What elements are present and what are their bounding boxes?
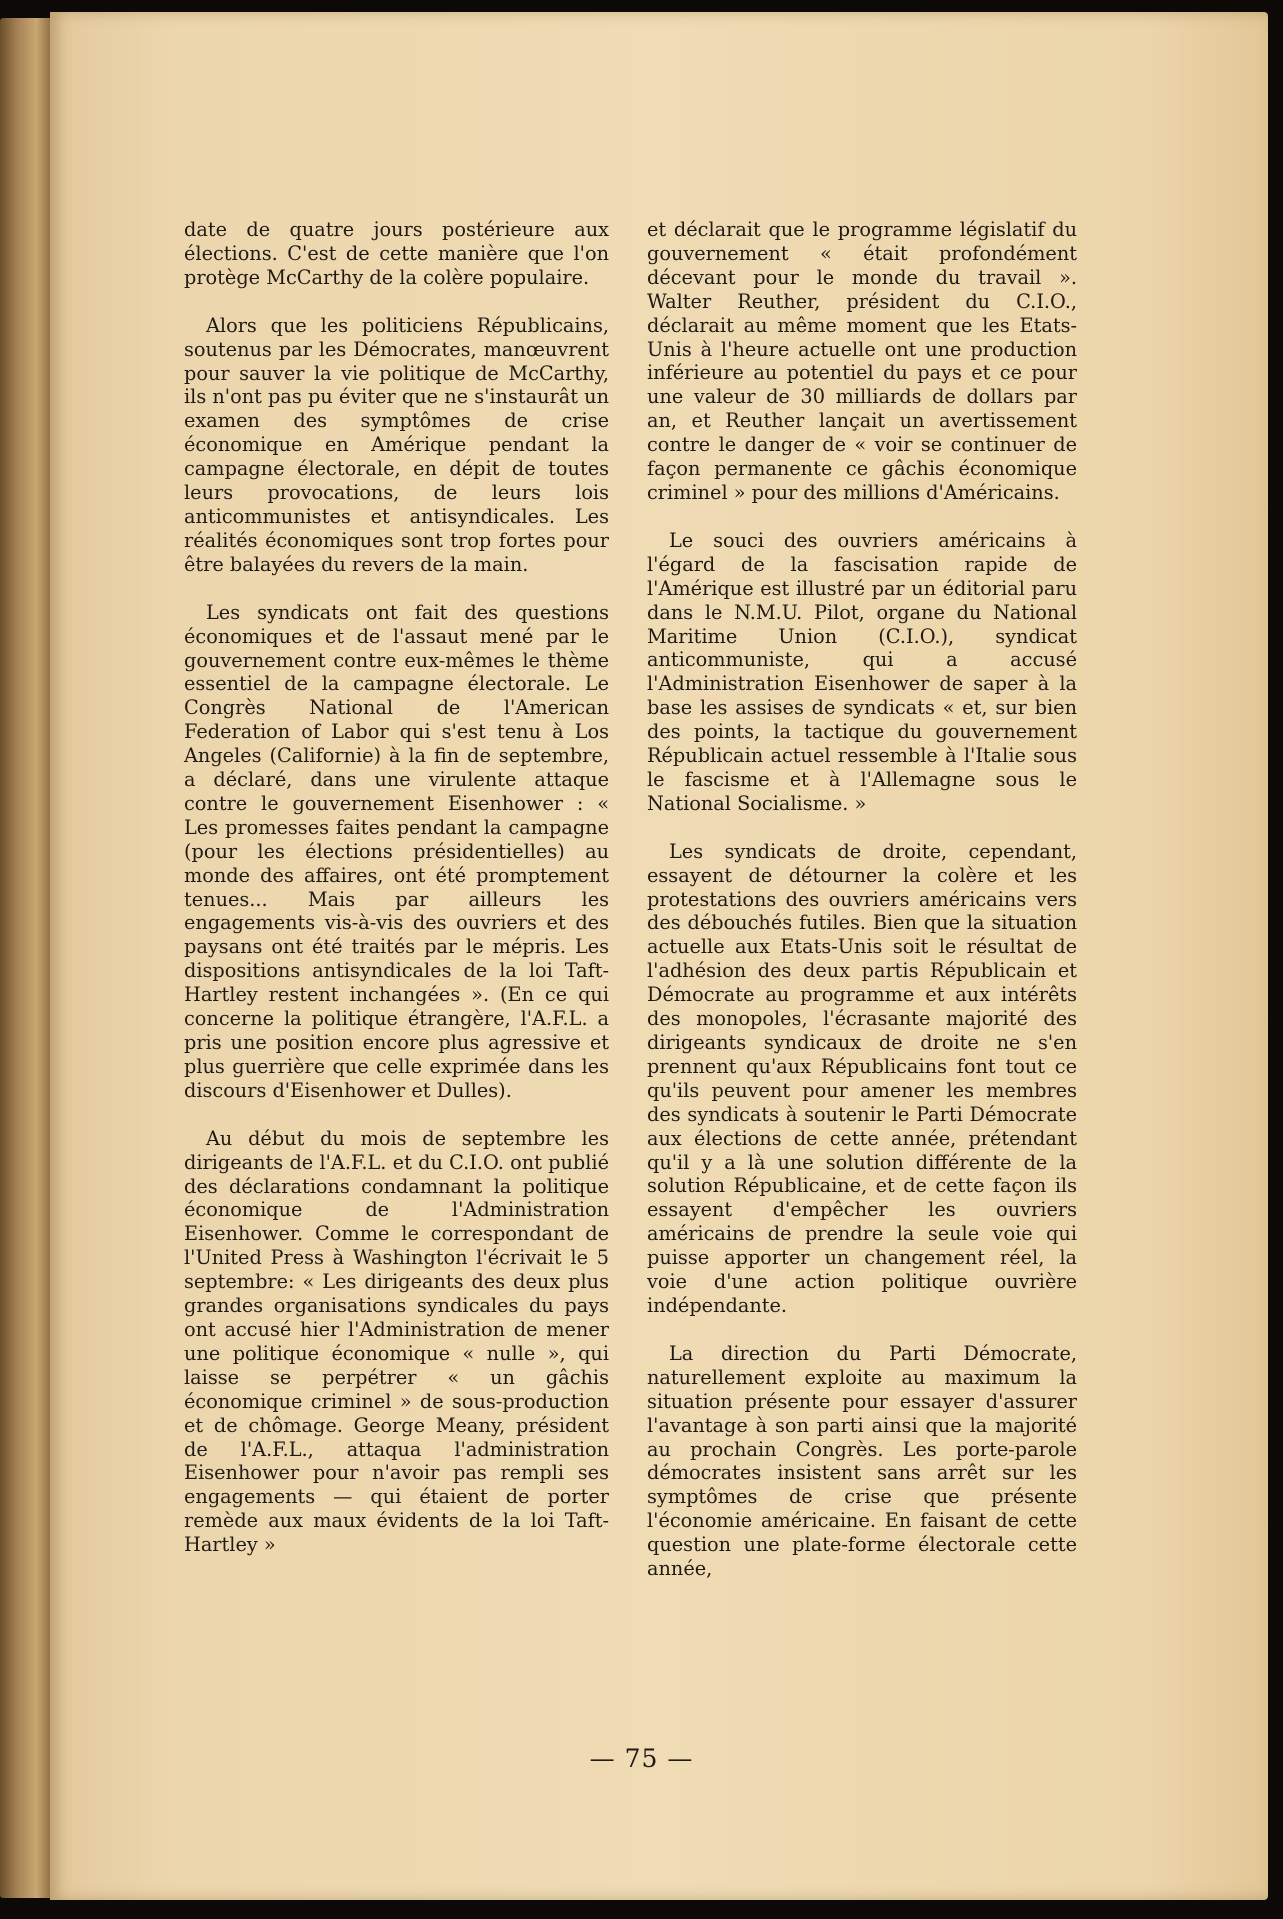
paragraph: La direction du Parti Démocrate, naturellement exploite au maximum la situation présente pour essayer d'assurer l'avantage à son parti ainsi que la majorité au prochain Congrès. Les porte-parole démocrates insistent sans arrêt sur les symptômes de crise que présente l'économie américaine. En faisant de cette question une plate-forme électorale cette année,	[647, 1341, 1077, 1581]
paragraph: date de quatre jours postérieure aux élections. C'est de cette manière que l'on protège McCarthy de la colère populaire.	[184, 218, 609, 289]
page-number: — 75 —	[589, 1744, 694, 1773]
paragraph: Les syndicats de droite, cependant, essayent de détourner la colère et les protestations des ouvriers américains vers des débouchés futiles. Bien que la situation actuelle aux Etats-Unis soit le résultat de l'adhésion des deux partis Républicain et Démocrate au programme et aux intérêts des monopoles, l'écrasante majorité des dirigeants syndicaux de droite ne s'en prennent qu'aux Républicains font tout ce qu'ils peuvent pour amener les membres des syndicats à soutenir le Parti Démocrate aux élections de cette année, prétendant qu'il y a là une solution différente de la solution Républicaine, et de cette façon ils essayent d'empêcher les ouvriers américains de prendre la seule voie qui puisse apporter un changement réel, la voie d'une action politique ouvrière indépendante.	[647, 839, 1077, 1317]
paragraph: Le souci des ouvriers américains à l'égard de la fascisation rapide de l'Amérique est illustré par un éditorial paru dans le N.M.U. Pilot, organe du National Maritime Union (C.I.O.), syndicat anticommuniste, qui a accusé l'Administration Eisenhower de saper à la base les assises de syndicats « et, sur bien des points, la tactique du gouvernement Républicain actuel ressemble à l'Italie sous le fascisme et à l'Allemagne sous le National Socialisme. »	[647, 528, 1077, 815]
book-spine	[0, 18, 52, 1898]
right-column	[647, 218, 1077, 1605]
paragraph: Au début du mois de septembre les dirigeants de l'A.F.L. et du C.I.O. ont publié des déclarations condamnant la politique économique de l'Administration Eisenhower. Comme le correspondant de l'United Press à Washington l'écrivait le 5 septembre: « Les dirigeants des deux plus grandes organisations syndicales du pays ont accusé hier l'Administration de mener une politique économique « nulle », qui laisse se perpétrer « un gâchis économique criminel » de sous-production et de chômage. George Meany, président de l'A.F.L., attaqua l'administration Eisenhower pour n'avoir pas rempli ses engagements — qui étaient de porter remède aux maux évidents de la loi Taft-Hartley »	[184, 1126, 609, 1557]
paragraph: Les syndicats ont fait des questions économiques et de l'assaut mené par le gouvernement contre eux-mêmes le thème essentiel de la campagne électorale. Le Congrès National de l'American Federation of Labor qui s'est tenu à Los Angeles (Californie) à la fin de septembre, a déclaré, dans une virulente attaque contre le gouvernement Eisenhower : « Les promesses faites pendant la campagne (pour les élections présidentielles) au monde des affaires, ont été promptement tenues... Mais par ailleurs les engagements vis-à-vis des ouvriers et des paysans ont été traités par le mépris. Les dispositions antisyndicales de la loi Taft-Hartley restent inchangées ». (En ce qui concerne la politique étrangère, l'A.F.L. a pris une position encore plus agressive et plus guerrière que celle exprimée dans les discours d'Eisenhower et Dulles).	[184, 600, 609, 1102]
paragraph: Alors que les politiciens Républicains, soutenus par les Démocrates, manœuvrent pour sauver la vie politique de McCarthy, ils n'ont pas pu éviter que ne s'instaurât un examen des symptômes de crise économique en Amérique pendant la campagne électorale, en dépit de toutes leurs provocations, de leurs lois anticommunistes et antisyndicales. Les réalités économiques sont trop fortes pour être balayées du revers de la main.	[184, 313, 609, 576]
paragraph: et déclarait que le programme législatif du gouvernement « était profondément décevant pour le monde du travail ». Walter Reuther, président du C.I.O., déclarait au même moment que les Etats-Unis à l'heure actuelle ont une production inférieure au potentiel du pays et ce pour une valeur de 30 milliards de dollars par an, et Reuther lançait un avertissement contre le danger de « voir se continuer de façon permanente ce gâchis économique criminel » pour des millions d'Américains.	[647, 218, 1077, 504]
left-column	[184, 218, 609, 1581]
